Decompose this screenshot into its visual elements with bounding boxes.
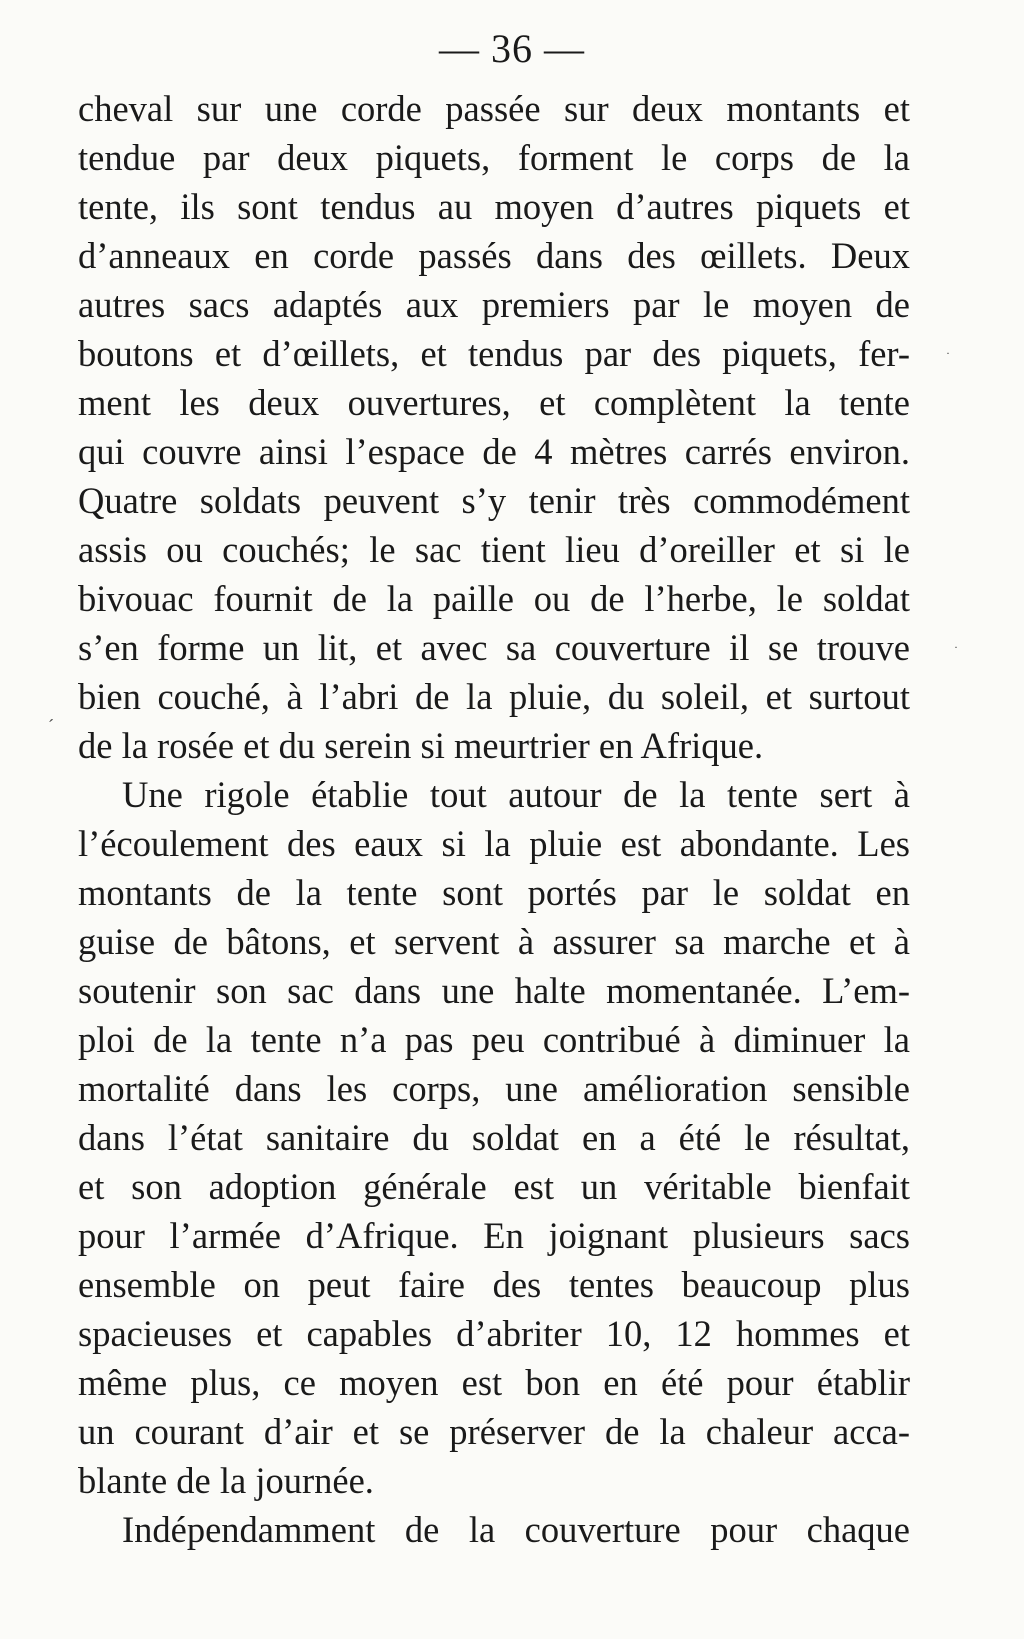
text-line: s’en forme un lit, et avec sa couverture il se trouve xyxy=(78,627,910,668)
text-line: bivouac fournit de la paille ou de l’herbe, le soldat xyxy=(78,578,910,619)
text-line: et son adoption générale est un véritable bienfait xyxy=(78,1166,910,1207)
text-line: ment les deux ouvertures, et complètent la tente xyxy=(78,382,910,423)
text-line: Quatre soldats peuvent s’y tenir très commodément xyxy=(78,480,910,521)
text-line: ensemble on peut faire des tentes beaucoup plus xyxy=(78,1264,910,1305)
text-line: qui couvre ainsi l’espace de 4 mètres carrés environ. xyxy=(78,431,910,472)
text-line: un courant d’air et se préserver de la chaleur acca- xyxy=(78,1411,910,1452)
text-line: guise de bâtons, et servent à assurer sa marche et à xyxy=(78,921,910,962)
text-line: blante de la journée. xyxy=(78,1460,374,1501)
text-line: l’écoulement des eaux si la pluie est abondante. Les xyxy=(78,823,910,864)
text-line: spacieuses et capables d’abriter 10, 12 hommes et xyxy=(78,1313,910,1354)
text-line: Indépendamment de la couverture pour chaque xyxy=(122,1509,910,1550)
text-line: mortalité dans les corps, une amélioration sensible xyxy=(78,1068,910,1109)
scan-speck-mark: ˊ xyxy=(48,716,54,736)
text-line: cheval sur une corde passée sur deux montants et xyxy=(78,88,910,129)
text-line: bien couché, à l’abri de la pluie, du soleil, et surtout xyxy=(78,676,910,717)
text-line: tendue par deux piquets, forment le corps de la xyxy=(78,137,910,178)
text-line: autres sacs adaptés aux premiers par le moyen de xyxy=(78,284,910,325)
text-line: d’anneaux en corde passés dans des œillets. Deux xyxy=(78,235,910,276)
text-line: ploi de la tente n’a pas peu contribué à diminuer la xyxy=(78,1019,910,1060)
text-line: assis ou couchés; le sac tient lieu d’oreiller et si le xyxy=(78,529,910,570)
body-text xyxy=(78,84,910,1554)
text-line: Une rigole établie tout autour de la tente sert à xyxy=(122,774,910,815)
text-line: pour l’armée d’Afrique. En joignant plusieurs sacs xyxy=(78,1215,910,1256)
text-line: même plus, ce moyen est bon en été pour établir xyxy=(78,1362,910,1403)
scan-speck-mark: · xyxy=(954,640,958,654)
text-line: de la rosée et du serein si meurtrier en Afrique. xyxy=(78,725,764,766)
scan-speck-mark: · xyxy=(946,346,950,360)
text-line: montants de la tente sont portés par le soldat en xyxy=(78,872,910,913)
text-line: boutons et d’œillets, et tendus par des piquets, fer- xyxy=(78,333,910,374)
text-line: tente, ils sont tendus au moyen d’autres piquets et xyxy=(78,186,910,227)
text-line: soutenir son sac dans une halte momentanée. L’em- xyxy=(78,970,910,1011)
page-number: — 36 — xyxy=(439,26,585,71)
text-line: dans l’état sanitaire du soldat en a été le résultat, xyxy=(78,1117,910,1158)
